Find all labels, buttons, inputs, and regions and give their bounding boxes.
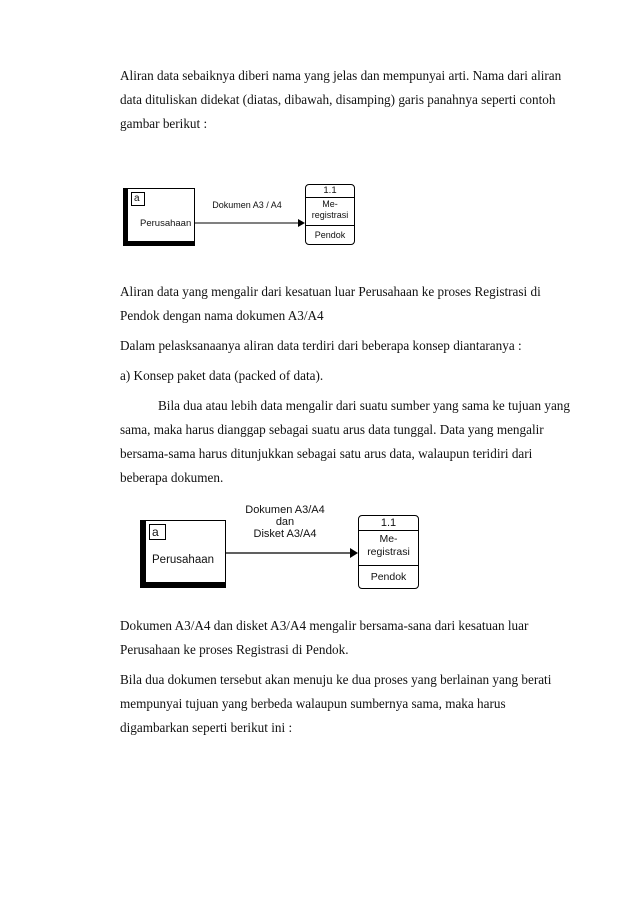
flow-label: Dokumen A3 / A4 <box>212 200 282 210</box>
process-name-line1: Me- <box>379 533 398 545</box>
process-id: 1.1 <box>306 185 354 198</box>
paragraph-split-flow: Bila dua dokumen tersebut akan menuju ke dua proses yang berlainan yang berati mempunyai tujuan yang berbeda walaupun sumbernya sama, maka harus digambarkan seperti berikut ini : <box>120 672 552 735</box>
external-entity-name: Perusahaan <box>140 218 192 229</box>
flow-label-line1: Dokumen A3/A4 <box>245 504 325 516</box>
process-name-line2: registrasi <box>367 546 410 558</box>
process-id: 1.1 <box>359 516 418 531</box>
paragraph-concepts-intro: Dalam pelasksanaanya aliran data terdiri dari beberapa konsep diantaranya : <box>120 338 522 353</box>
process-box <box>358 515 419 589</box>
paragraph-flow-description: Aliran data yang mengalir dari kesatuan luar Perusahaan ke proses Registrasi di Pendok dengan nama dokumen A3/A4 <box>120 284 541 323</box>
external-entity-id: a <box>131 192 145 206</box>
external-entity-name: Perusahaan <box>152 554 215 566</box>
paragraph-packet-explanation: Bila dua atau lebih data mengalir dari suatu sumber yang sama ke tujuan yang sama, maka harus dianggap sebagai suatu arus data tunggal. Data yang mengalir bersama-sama harus ditunjukkan sebagai satu arus data, walaupun teridiri dari beberapa dokumen. <box>120 398 570 485</box>
process-location: Pendok <box>306 225 354 244</box>
paragraph-flow-naming: Aliran data sebaiknya diberi nama yang jelas dan mempunyai arti. Nama dari aliran data dituliskan didekat (diatas, dibawah, disamping) garis panahnya seperti contoh gambar berikut : <box>120 68 562 131</box>
flow-label-line2: dan <box>275 516 295 528</box>
paragraph-packet-example: Dokumen A3/A4 dan disket A3/A4 mengalir bersama-sana dari kesatuan luar Perusahaan ke proses Registrasi di Pendok. <box>120 618 529 657</box>
process-name-line2: registrasi <box>311 210 349 220</box>
paragraph-concept-a: a) Konsep paket data (packed of data). <box>120 368 324 383</box>
process-location: Pendok <box>359 565 418 588</box>
flow-label-line3: Disket A3/A4 <box>253 528 317 540</box>
process-name-line1: Me- <box>322 199 338 209</box>
external-entity-id: a <box>149 524 166 540</box>
